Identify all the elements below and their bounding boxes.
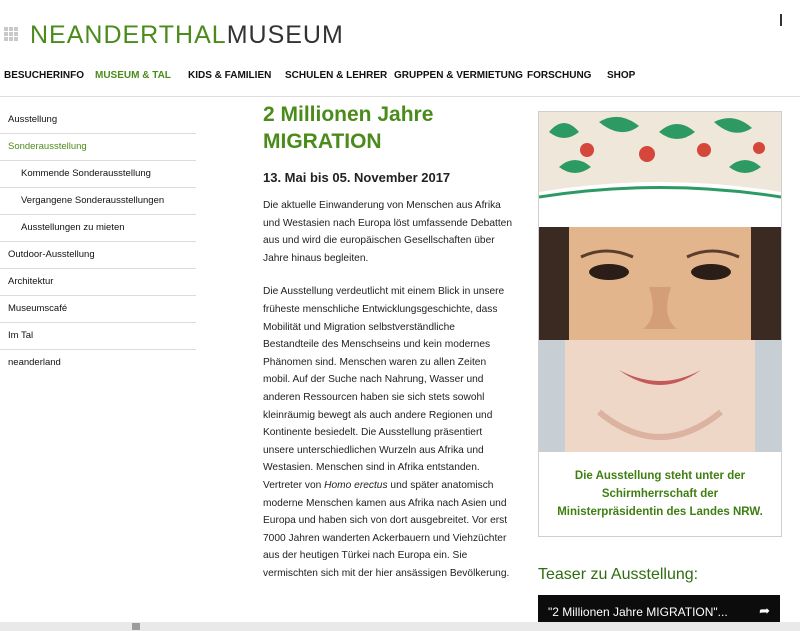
nav-divider [0,96,800,97]
patronage-caption: Die Ausstellung steht unter der Schirmherrschaft der Ministerpräsidentin des Landes NRW. [557,470,763,518]
body-text-species: Homo erectus [324,479,388,491]
teaser-heading: Teaser zu Ausstellung: [538,566,699,583]
logo-wordmark [30,21,344,50]
sidebar-item-museumscafe[interactable]: Museumscafé [0,296,196,323]
logo-word-museum: MUSEUM [226,20,344,49]
sidebar-item-sonderausstellung[interactable]: Sonderausstellung [0,134,196,161]
sidebar-item-kommende[interactable]: Kommende Sonderausstellung [0,161,196,188]
video-title[interactable]: "2 Millionen Jahre MIGRATION"... [548,605,728,619]
scrollbar-thumb[interactable] [132,623,140,630]
face-illustration [539,112,781,452]
corner-marker [780,14,782,26]
nav-item-shop[interactable]: SHOP [607,70,636,81]
logo-word-neanderthal: NEANDERTHAL [30,20,227,49]
patronage-box [538,111,782,537]
sidebar-item-im-tal[interactable]: Im Tal [0,323,196,350]
nav-item-forschung[interactable]: FORSCHUNG [527,70,592,81]
sidebar-item-architektur[interactable]: Architektur [0,269,196,296]
nav-item-besucherinfo[interactable]: BESUCHERINFO [4,70,85,81]
sidebar-item-ausstellung[interactable]: Ausstellung [0,107,196,134]
horizontal-scrollbar[interactable] [0,622,800,631]
logo[interactable] [4,20,344,50]
main-content [263,102,513,593]
nav-item-schulen-lehrer[interactable]: SCHULEN & LEHRER [285,70,388,81]
nav-item-gruppen-vermietung[interactable]: GRUPPEN & VERMIETUNG [394,70,523,81]
sidebar-item-outdoor[interactable]: Outdoor-Ausstellung [0,242,196,269]
sidebar-item-zu-mieten[interactable]: Ausstellungen zu mieten [0,215,196,242]
sidebar-item-vergangene[interactable]: Vergangene Sonderausstellungen [0,188,196,215]
nav-item-kids-familien[interactable]: KIDS & FAMILIEN [188,70,272,81]
page-title-line1: 2 Millionen Jahre [263,103,434,126]
page-title-line2: MIGRATION [263,130,382,153]
sidebar-item-neanderland[interactable]: neanderland [8,357,61,368]
body-text-part2: und später anatomisch moderne Menschen kamen aus Afrika nach Asien und Europa und haben sich von dort ausgebreitet. Vor erst 7000 Jahren wanderten Ackerbauern und Viehzüchter aus der heutigen Türkei nach Europa ein. Sie vermischten sich mit der hier ansässigen Bevölkerung. [263,479,510,579]
exhibition-date: 13. Mai bis 05. November 2017 [263,170,451,185]
nav-item-museum-tal[interactable]: MUSEUM & TAL [95,70,171,81]
body-paragraph [263,283,513,582]
composite-face-image [539,112,781,452]
body-text-part1: Die Ausstellung verdeutlicht mit einem Blick in unsere früheste menschliche Entwicklungsgeschichte, dass Mobilität und Migration selbstverständliche Bestandteile des Menschseins und kein modernes Phänomen sind. Menschen waren zu allen Zeiten mobil. Auf der Suche nach Nahrung, Wasser und anderen Ressourcen haben sie sich stets sowohl kleinräumig bewegt als auch andere Regionen und Kontinente besiedelt. Die Ausstellung präsentiert unsere unterschiedlichen Wurzeln aus Afrika und Westasien. Menschen sind in Afrika entstanden. Vertreter von [263,286,505,491]
logo-grid-icon [4,27,22,43]
intro-paragraph: Die aktuelle Einwanderung von Menschen aus Afrika und Westasien nach Europa löst umfassende Debatten aus und wird die europäischen Gesellschaften über Jahre hinaus begleiten. [263,200,512,264]
sidebar [0,107,196,376]
main-nav [0,70,800,88]
share-arrow-icon[interactable]: ➦ [759,603,770,618]
